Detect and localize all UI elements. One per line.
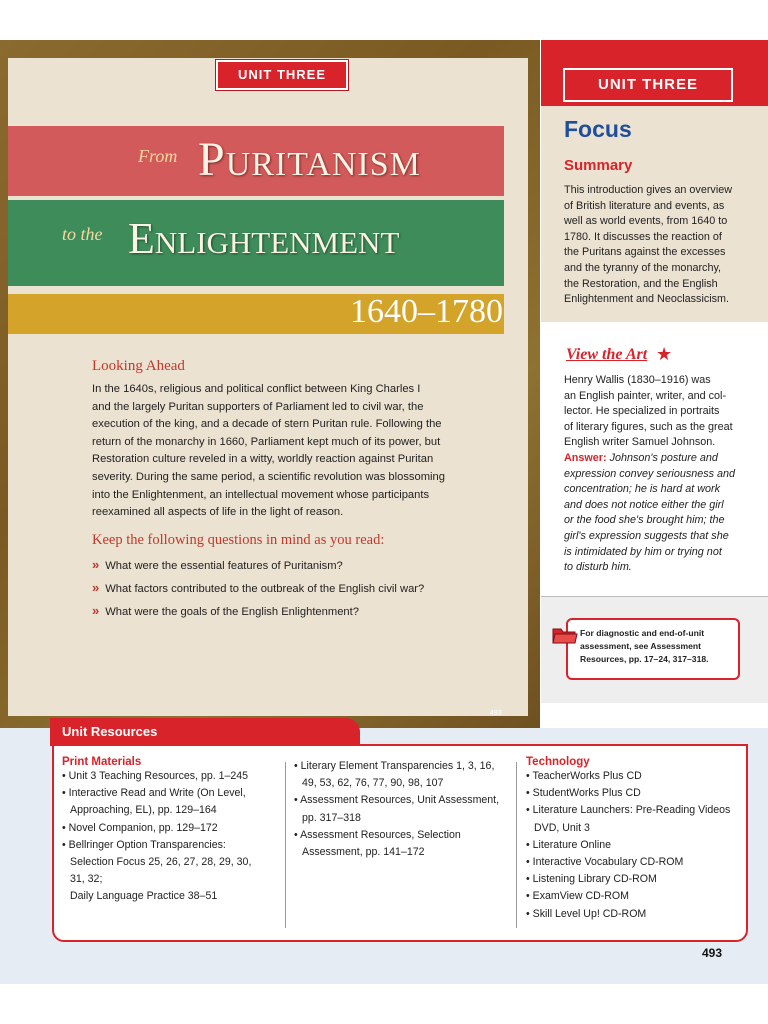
item-line: Assessment, pp. 141–172 xyxy=(302,846,425,859)
list-item xyxy=(62,768,280,785)
column-divider xyxy=(285,762,286,928)
questions-heading: Keep the following questions in mind as you read: xyxy=(92,532,385,548)
summary-line: the Puritans against the excesses xyxy=(564,246,726,259)
answer-line: to disturb him. xyxy=(564,561,632,574)
question-text: What were the goals of the English Enlightenment? xyxy=(105,606,359,618)
item-line: 31, 32; xyxy=(70,873,103,886)
item-line: • Literature Online xyxy=(526,838,611,851)
item-line: • Unit 3 Teaching Resources, pp. 1–245 xyxy=(62,770,249,782)
answer-first: Johnson's posture and xyxy=(606,452,718,464)
folder-icon xyxy=(552,625,578,645)
item-line: • Bellringer Option Transparencies: xyxy=(62,838,226,851)
middle-resources-column xyxy=(294,758,512,861)
list-item xyxy=(526,837,740,854)
item-line: • Interactive Read and Write (On Level, xyxy=(62,787,246,800)
technology-column xyxy=(526,756,740,923)
answer-label: Answer: xyxy=(564,452,607,464)
column-divider xyxy=(516,762,517,928)
assessment-line: For diagnostic and end-of-unit xyxy=(580,628,705,638)
item-line: 49, 53, 62, 76, 77, 90, 98, 107 xyxy=(302,777,444,790)
item-line: • Assessment Resources, Selection xyxy=(294,828,461,841)
list-item xyxy=(526,854,740,871)
list-item xyxy=(294,827,512,861)
page-number: 493 xyxy=(702,946,723,960)
list-item xyxy=(526,906,740,923)
question-item xyxy=(92,580,424,595)
list-item xyxy=(526,888,740,905)
body-line: In the 1640s, religious and political conflict between King Charles I xyxy=(92,383,421,395)
title-enlightenment: Enlightenment xyxy=(128,214,400,263)
looking-ahead-body xyxy=(92,381,472,522)
item-line: • Interactive Vocabulary CD-ROM xyxy=(526,856,684,869)
list-item xyxy=(526,785,740,802)
star-icon: ★ xyxy=(656,344,673,364)
view-art-line: English writer Samuel Johnson. xyxy=(564,436,716,449)
item-line: • Listening Library CD-ROM xyxy=(526,873,657,886)
item-line: Approaching, EL), pp. 129–164 xyxy=(70,804,217,817)
item-line: • Literature Launchers: Pre-Reading Videos xyxy=(526,804,731,817)
middle-resources-list xyxy=(294,758,512,861)
title-to-the: to the xyxy=(62,224,103,244)
item-line: • TeacherWorks Plus CD xyxy=(526,770,642,782)
summary-line: well as world events, from 1640 to xyxy=(564,215,728,228)
view-art-line: Henry Wallis (1830–1916) was xyxy=(564,374,711,386)
unit-label-tab: UNIT THREE xyxy=(216,60,348,90)
student-page-number: 493 xyxy=(490,710,502,717)
item-line: • Skill Level Up! CD-ROM xyxy=(526,907,647,920)
summary-line: 1780. It discusses the reaction of xyxy=(564,230,722,243)
side-unit-label: UNIT THREE xyxy=(563,68,733,102)
answer-line: concentration; he is hard at work xyxy=(564,483,721,496)
item-line: • Novel Companion, pp. 129–172 xyxy=(62,821,218,834)
item-line: Selection Focus 25, 26, 27, 28, 29, 30, xyxy=(70,856,252,869)
double-chevron-icon: » xyxy=(92,557,100,572)
assessment-line: assessment, see Assessment xyxy=(580,641,702,651)
item-line: pp. 317–318 xyxy=(302,811,361,824)
summary-line: of British literature and events, as xyxy=(564,199,725,212)
list-item xyxy=(294,792,512,826)
body-line: severity. During the same period, a scientific revolution was blossoming xyxy=(92,470,445,483)
list-item xyxy=(526,768,740,785)
focus-heading: Focus xyxy=(564,116,632,142)
title-years: 1640–1780 xyxy=(350,293,503,330)
question-item xyxy=(92,557,343,572)
view-art-text xyxy=(564,373,764,451)
question-text: What were the essential features of Puritanism? xyxy=(105,560,343,572)
view-art-line: of literary figures, such as the great xyxy=(564,420,733,433)
summary-line: Enlightenment and Neoclassicism. xyxy=(564,293,730,306)
list-item xyxy=(526,802,740,836)
summary-heading: Summary xyxy=(564,157,633,174)
answer-line: and does not notice either the girl xyxy=(564,498,724,511)
assessment-line: Resources, pp. 17–24, 317–318. xyxy=(580,654,709,664)
view-art-line: an English painter, writer, and col- xyxy=(564,389,727,402)
list-item xyxy=(62,820,280,837)
summary-line: This introduction gives an overview xyxy=(564,184,733,196)
list-item xyxy=(526,871,740,888)
technology-list xyxy=(526,768,740,923)
item-line: • Assessment Resources, Unit Assessment, xyxy=(294,794,500,807)
answer-first-line xyxy=(564,451,764,467)
title-puritanism: Puritanism xyxy=(198,133,421,186)
view-art-heading: View the Art xyxy=(566,346,648,363)
print-materials-heading: Print Materials xyxy=(62,756,142,768)
technology-heading: Technology xyxy=(526,756,590,768)
question-text: What factors contributed to the outbreak of the English civil war? xyxy=(105,583,425,595)
answer-line: is intimidated by him or trying not xyxy=(564,545,722,558)
item-line: DVD, Unit 3 xyxy=(534,821,590,834)
answer-line: girl's expression suggests that she xyxy=(564,529,729,542)
body-line: return of the monarchy in 1660, Parliament kept much of its power, but xyxy=(92,435,441,448)
print-materials-list xyxy=(62,768,280,906)
body-line: reexamined all aspects of life in the light of reason. xyxy=(92,506,344,519)
summary-line: the Restoration, and the English xyxy=(564,277,718,290)
body-line: and the largely Puritan supporters of Parliament led to civil war, the xyxy=(92,400,424,413)
title-from: From xyxy=(138,146,178,166)
question-item xyxy=(92,603,359,618)
print-materials-column xyxy=(62,756,280,906)
item-line: Daily Language Practice 38–51 xyxy=(70,890,218,903)
body-line: execution of the king, and a decade of stern Puritan rule. Following the xyxy=(92,418,442,431)
item-line: • ExamView CD-ROM xyxy=(526,890,629,903)
answer-line: expression convey seriousness and xyxy=(564,467,736,480)
answer-text xyxy=(564,451,764,576)
item-line: • StudentWorks Plus CD xyxy=(526,787,641,800)
summary-text xyxy=(564,183,764,308)
list-item xyxy=(294,758,512,792)
double-chevron-icon: » xyxy=(92,603,100,618)
double-chevron-icon: » xyxy=(92,580,100,595)
looking-ahead-heading: Looking Ahead xyxy=(92,358,185,374)
summary-line: and the tyranny of the monarchy, xyxy=(564,261,722,274)
list-item xyxy=(62,785,280,819)
assessment-text xyxy=(580,627,730,666)
body-line: Restoration culture reveled in a witty, worldly reaction against Puritan xyxy=(92,453,434,466)
body-line: into the Enlightenment, an intellectual movement whose participants xyxy=(92,488,430,501)
unit-resources-label: Unit Resources xyxy=(62,724,158,739)
list-item xyxy=(62,837,280,906)
item-line: • Literary Element Transparencies 1, 3, 16, xyxy=(294,760,495,772)
view-art-line: lector. He specialized in portraits xyxy=(564,405,720,418)
answer-line: or the food she's brought him; the xyxy=(564,514,725,527)
